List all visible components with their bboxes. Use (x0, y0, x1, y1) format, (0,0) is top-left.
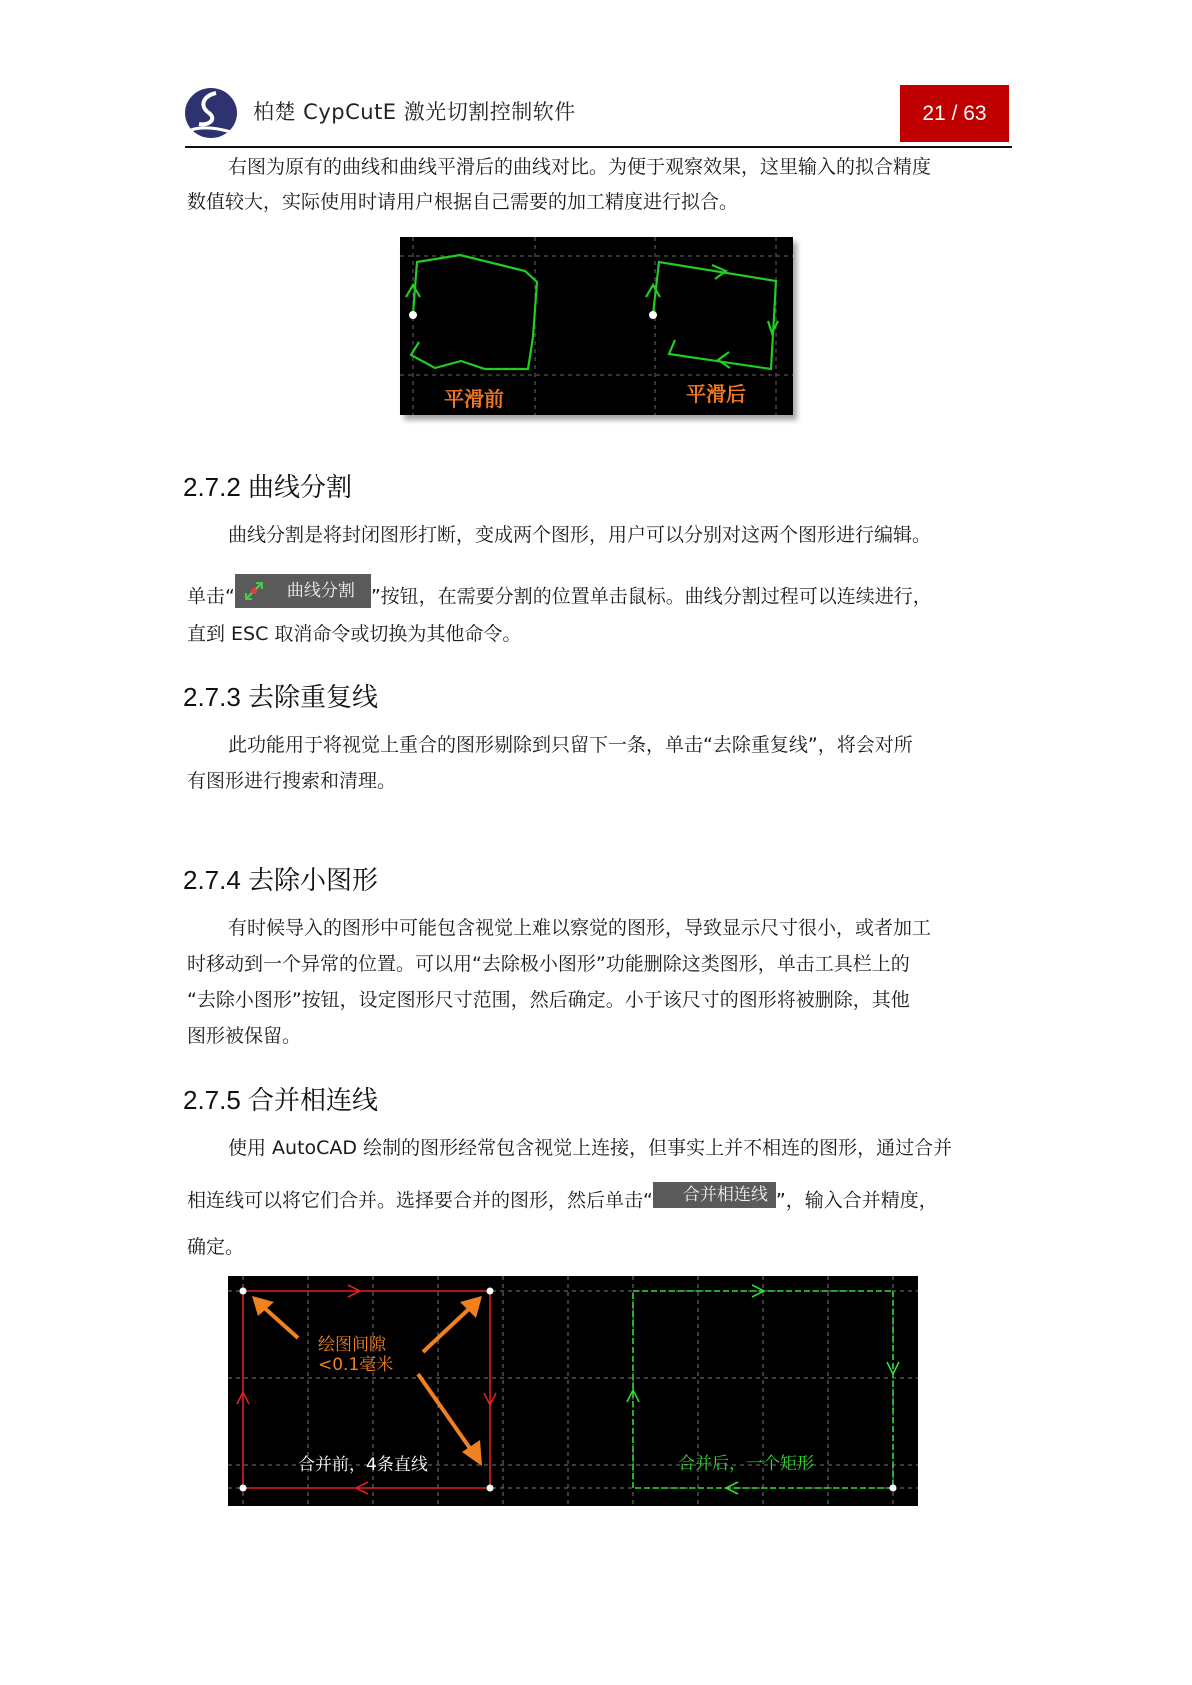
s272-line-3: 直到 ESC 取消命令或切换为其他命令。 (187, 623, 522, 645)
label-before-smoothing: 平滑前 (444, 387, 504, 411)
page-number-badge: 21 / 63 (900, 85, 1009, 142)
cypcut-logo-icon (183, 86, 239, 142)
s272-line-1: 曲线分割是将封闭图形打断，变成两个图形，用户可以分别对这两个图形进行编辑。 (228, 524, 932, 546)
after-merge-label: 合并后，一个矩形 (678, 1454, 814, 1474)
smoothing-comparison-figure (400, 237, 793, 415)
s274-line-2: 时移动到一个异常的位置。可以用“去除极小图形”功能删除这类图形，单击工具栏上的 (187, 953, 910, 975)
label-after-smoothing: 平滑后 (686, 382, 746, 406)
s274-line-1: 有时候导入的图形中可能包含视觉上难以察觉的图形，导致显示尺寸很小，或者加工 (228, 917, 932, 939)
s275-line-1: 使用 AutoCAD 绘制的图形经常包含视觉上连接，但事实上并不相连的图形，通过合并 (228, 1137, 953, 1159)
intro-line-1: 右图为原有的曲线和曲线平滑后的曲线对比。为便于观察效果，这里输入的拟合精度 (228, 156, 932, 178)
curve-split-icon (243, 580, 265, 602)
s275-line-3: 确定。 (187, 1236, 245, 1258)
s272-line-2-prefix: 单击“ (187, 585, 235, 608)
heading-2-7-4: 2.7.4 去除小图形 (183, 865, 379, 895)
s272-line-2-suffix: ”按钮，在需要分割的位置单击鼠标。曲线分割过程可以连续进行， (370, 585, 932, 608)
s275-line-2-prefix: 相连线可以将它们合并。选择要合并的图形，然后单击“ (187, 1189, 653, 1212)
curve-split-button[interactable] (235, 574, 371, 608)
gap-label-line-2: <0.1毫米 (318, 1355, 394, 1375)
s275-line-2 (187, 1185, 1013, 1214)
s273-line-1: 此功能用于将视觉上重合的图形剔除到只留下一条，单击“去除重复线”，将会对所 (228, 734, 913, 756)
s274-line-3: “去除小图形”按钮，设定图形尺寸范围，然后确定。小于该尺寸的图形将被删除，其他 (187, 989, 910, 1011)
heading-2-7-5: 2.7.5 合并相连线 (183, 1085, 379, 1115)
header-divider (185, 146, 1012, 148)
heading-2-7-2: 2.7.2 曲线分割 (183, 472, 353, 502)
heading-2-7-3: 2.7.3 去除重复线 (183, 682, 379, 712)
merge-comparison-figure (228, 1276, 918, 1506)
intro-line-2: 数值较大，实际使用时请用户根据自己需要的加工精度进行拟合。 (187, 191, 739, 213)
s275-line-2-suffix: ”，输入合并精度， (775, 1189, 938, 1212)
s273-line-2: 有图形进行搜索和清理。 (187, 770, 397, 792)
curve-split-label: 曲线分割 (286, 581, 355, 601)
document-title: 柏楚 CypCutE 激光切割控制软件 (253, 100, 576, 124)
s274-line-4: 图形被保留。 (187, 1025, 302, 1047)
s272-line-2 (187, 580, 1013, 614)
before-merge-label: 合并前，4条直线 (298, 1455, 428, 1475)
merge-connected-lines-label: 合并相连线 (682, 1185, 768, 1205)
merge-connected-lines-button[interactable] (653, 1182, 776, 1208)
gap-label-line-1: 绘图间隙 (318, 1335, 386, 1355)
